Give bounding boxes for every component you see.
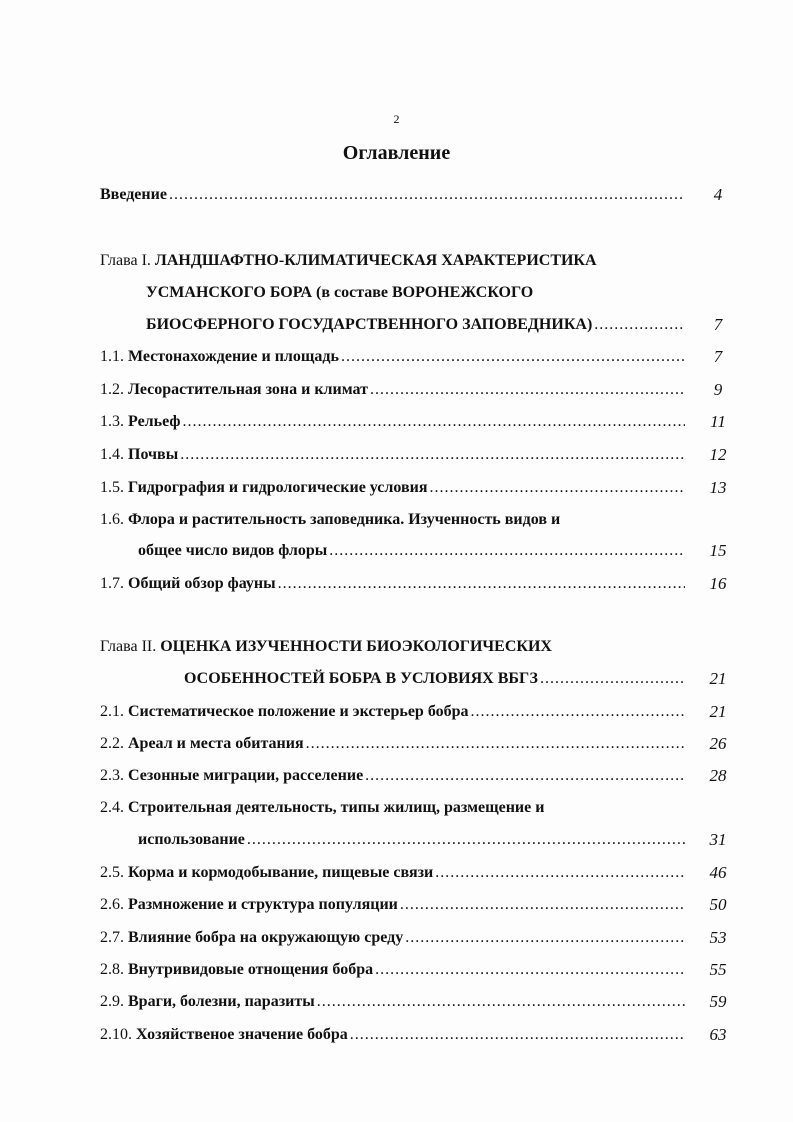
toc-entry-continuation: использование ..... [138, 831, 685, 855]
toc-page-number: 28 [709, 766, 727, 785]
toc-page-number: 53 [709, 928, 727, 947]
toc-page-number: 26 [709, 734, 727, 753]
toc-entry-intro [100, 186, 685, 210]
toc-page-number: 21 [709, 669, 727, 688]
toc-entry: 2.10. Хозяйственое значение бобра ..... [100, 1026, 685, 1050]
toc-page-number: 16 [709, 574, 727, 593]
toc-page-number: 12 [709, 445, 727, 464]
toc-entry: 1.1. Местонахождение и площадь ..... [100, 348, 685, 372]
toc-entry-text: Введение [100, 186, 167, 203]
chapter-heading-1: Глава I. ЛАНДШАФТНО-КЛИМАТИЧЕСКАЯ ХАРАКТЕРИСТИКА [100, 252, 597, 269]
toc-page-number: 7 [713, 315, 723, 334]
toc-entry: 1.2. Лесорастительная зона и климат ..... [100, 381, 685, 405]
toc-page-number: 63 [709, 1025, 727, 1044]
toc-page-number: 46 [709, 863, 727, 882]
toc-entry: 2.5. Корма и кормодобывание, пищевые связи ..... [100, 864, 685, 888]
toc-entry: 1.6. Флора и растительность заповедника. Изученность видов и [100, 511, 561, 528]
toc-entry: 2.4. Строительная деятельность, типы жилищ, размещение и [100, 799, 545, 816]
toc-entry: 1.5. Гидрография и гидрологические условия ..... [100, 479, 685, 503]
chapter-heading-1-line3: БИОСФЕРНОГО ГОСУДАРСТВЕННОГО ЗАПОВЕДНИКА) ..... [146, 316, 685, 340]
toc-page-number: 7 [713, 347, 723, 366]
toc-entry: 1.3. Рельеф ..... [100, 413, 685, 437]
toc-page-number: 15 [709, 541, 727, 560]
toc-page-number: 55 [709, 960, 727, 979]
toc-entry: 2.1. Систематическое положение и экстерьер бобра ..... [100, 703, 685, 727]
toc-page-number: 9 [713, 380, 723, 399]
toc-entry: 1.4. Почвы ..... [100, 446, 685, 470]
toc-entry: 2.6. Размножение и структура популяции ..... [100, 896, 685, 920]
toc-page-number: 31 [709, 830, 727, 849]
toc-entry: 2.2. Ареал и места обитания ..... [100, 735, 685, 759]
toc-page-number: 13 [709, 478, 727, 497]
chapter-heading-1-line2: УСМАНСКОГО БОРА (в составе ВОРОНЕЖСКОГО [146, 284, 534, 301]
chapter-heading-2: Глава II. ОЦЕНКА ИЗУЧЕННОСТИ БИОЭКОЛОГИЧЕСКИХ [100, 638, 552, 655]
toc-page-number: 4 [713, 185, 723, 204]
toc-page-number: 21 [709, 702, 727, 721]
toc-entry-continuation: общее число видов флоры ..... [138, 542, 685, 566]
toc-entry: 2.3. Сезонные миграции, расселение ..... [100, 767, 685, 791]
toc-entry: 2.7. Влияние бобра на окружающую среду ..... [100, 929, 685, 953]
toc-page-number: 59 [709, 992, 727, 1011]
toc-page-number: 50 [709, 895, 727, 914]
toc-entry: 2.8. Внутривидовые отнощения бобра ..... [100, 961, 685, 985]
page-number: 2 [393, 112, 400, 126]
toc-entry: 2.9. Враги, болезни, паразиты ..... [100, 993, 685, 1017]
page-title: Оглавление [342, 142, 451, 164]
toc-entry: 1.7. Общий обзор фауны ..... [100, 575, 685, 599]
toc-page-number: 11 [710, 412, 726, 431]
chapter-heading-2-line2: ОСОБЕННОСТЕЙ БОБРА В УСЛОВИЯХ ВБГЗ ..... [184, 670, 685, 694]
